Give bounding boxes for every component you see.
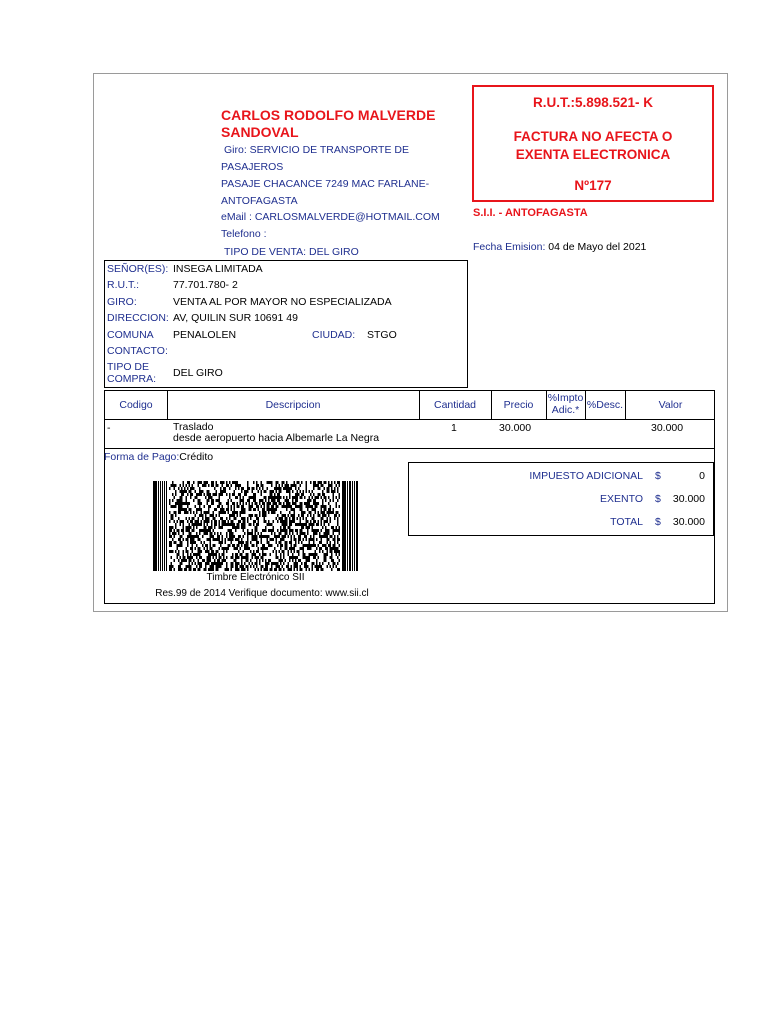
- total-label: TOTAL: [610, 516, 643, 528]
- header-impto-adic: [546, 392, 585, 416]
- stamp-resolution: Res.99 de 2014 Verifique documento: www.sii.cl: [155, 588, 369, 599]
- issuer-email: eMail : CARLOSMALVERDE@HOTMAIL.COM: [221, 211, 440, 223]
- client-rut-value: 77.701.780- 2: [173, 279, 238, 291]
- sii-stamp-barcode: [153, 481, 358, 571]
- header-impto-line2: Adic.*: [551, 404, 580, 416]
- issuer-phone: Telefono :: [221, 228, 267, 240]
- total-currency: $: [655, 516, 661, 528]
- row-codigo: -: [107, 422, 111, 434]
- payment-row: [104, 451, 213, 463]
- row-cantidad: 1: [451, 422, 457, 434]
- client-giro-label: GIRO:: [107, 296, 137, 308]
- issuer-sale-type: TIPO DE VENTA: DEL GIRO: [224, 246, 359, 258]
- row-descripcion-line1: Traslado: [173, 421, 214, 433]
- exento-value: 30.000: [672, 493, 705, 505]
- header-codigo: Codigo: [119, 399, 153, 411]
- header-divider: [105, 419, 714, 420]
- totals-box: [408, 462, 714, 536]
- issuer-giro-line2: PASAJEROS: [221, 161, 284, 173]
- impuesto-currency: $: [655, 470, 661, 482]
- client-comuna-label: COMUNA: [107, 329, 154, 341]
- issue-date-value: 04 de Mayo del 2021: [548, 241, 647, 253]
- document-rut: R.U.T.:5.898.521- K: [532, 95, 654, 110]
- document-type: [474, 128, 712, 164]
- client-senores-value: INSEGA LIMITADA: [173, 263, 263, 275]
- issuer-name-line2: SANDOVAL: [221, 124, 299, 140]
- header-valor: Valor: [658, 399, 683, 411]
- client-ciudad-label: CIUDAD:: [312, 329, 356, 341]
- client-tipo-compra-label-1: TIPO DE: [107, 361, 150, 373]
- document-id-box: [472, 85, 714, 202]
- impuesto-adicional-label: IMPUESTO ADICIONAL: [529, 470, 643, 482]
- exento-currency: $: [655, 493, 661, 505]
- payment-value: Crédito: [179, 451, 214, 463]
- client-box: [104, 260, 468, 388]
- client-tipo-compra-label-2: COMPRA:: [107, 373, 157, 385]
- impuesto-adicional-value: 0: [699, 470, 705, 482]
- client-comuna-value: PENALOLEN: [173, 329, 237, 341]
- client-senores-label: SEÑOR(ES):: [107, 263, 169, 275]
- exento-label: EXENTO: [600, 493, 643, 505]
- client-rut-label: R.U.T.:: [107, 279, 140, 291]
- row-descripcion: [173, 422, 379, 444]
- issue-date-label: Fecha Emision:: [473, 241, 546, 253]
- document-type-line2: EXENTA ELECTRONICA: [515, 147, 671, 162]
- client-contacto-label: CONTACTO:: [107, 345, 168, 357]
- header-cantidad: Cantidad: [433, 399, 477, 411]
- header-impto-line1: %Impto: [547, 392, 584, 404]
- client-direccion-label: DIRECCION:: [107, 312, 169, 324]
- items-table: [104, 390, 715, 449]
- row-descripcion-line2: desde aeropuerto hacia Albemarle La Negra: [173, 432, 380, 444]
- issuer-giro-line1: Giro: SERVICIO DE TRANSPORTE DE: [224, 144, 409, 156]
- row-precio: 30.000: [499, 422, 532, 434]
- row-valor: 30.000: [651, 422, 684, 434]
- client-ciudad-value: STGO: [367, 329, 397, 341]
- issue-date-row: [473, 241, 646, 253]
- client-tipo-compra-label: [107, 361, 156, 385]
- document-number: Nº177: [574, 178, 612, 193]
- header-descripcion: Descripcion: [265, 399, 321, 411]
- header-precio: Precio: [503, 399, 534, 411]
- issuer-address-line1: PASAJE CHACANCE 7249 MAC FARLANE-: [221, 178, 430, 190]
- client-giro-value: VENTA AL POR MAYOR NO ESPECIALIZADA: [173, 296, 392, 308]
- header-desc: %Desc.: [586, 399, 624, 411]
- total-value: 30.000: [672, 516, 705, 528]
- stamp-caption: Timbre Electrónico SII: [206, 572, 305, 583]
- document-type-line1: FACTURA NO AFECTA O: [513, 129, 673, 144]
- issuer-name-line1: CARLOS RODOLFO MALVERDE: [221, 107, 436, 123]
- client-direccion-value: AV, QUILIN SUR 10691 49: [173, 312, 298, 324]
- sii-office: S.I.I. - ANTOFAGASTA: [473, 207, 588, 219]
- client-tipo-compra-value: DEL GIRO: [173, 367, 223, 379]
- issuer-address-line2: ANTOFAGASTA: [221, 195, 298, 207]
- payment-label: Forma de Pago:: [104, 451, 180, 463]
